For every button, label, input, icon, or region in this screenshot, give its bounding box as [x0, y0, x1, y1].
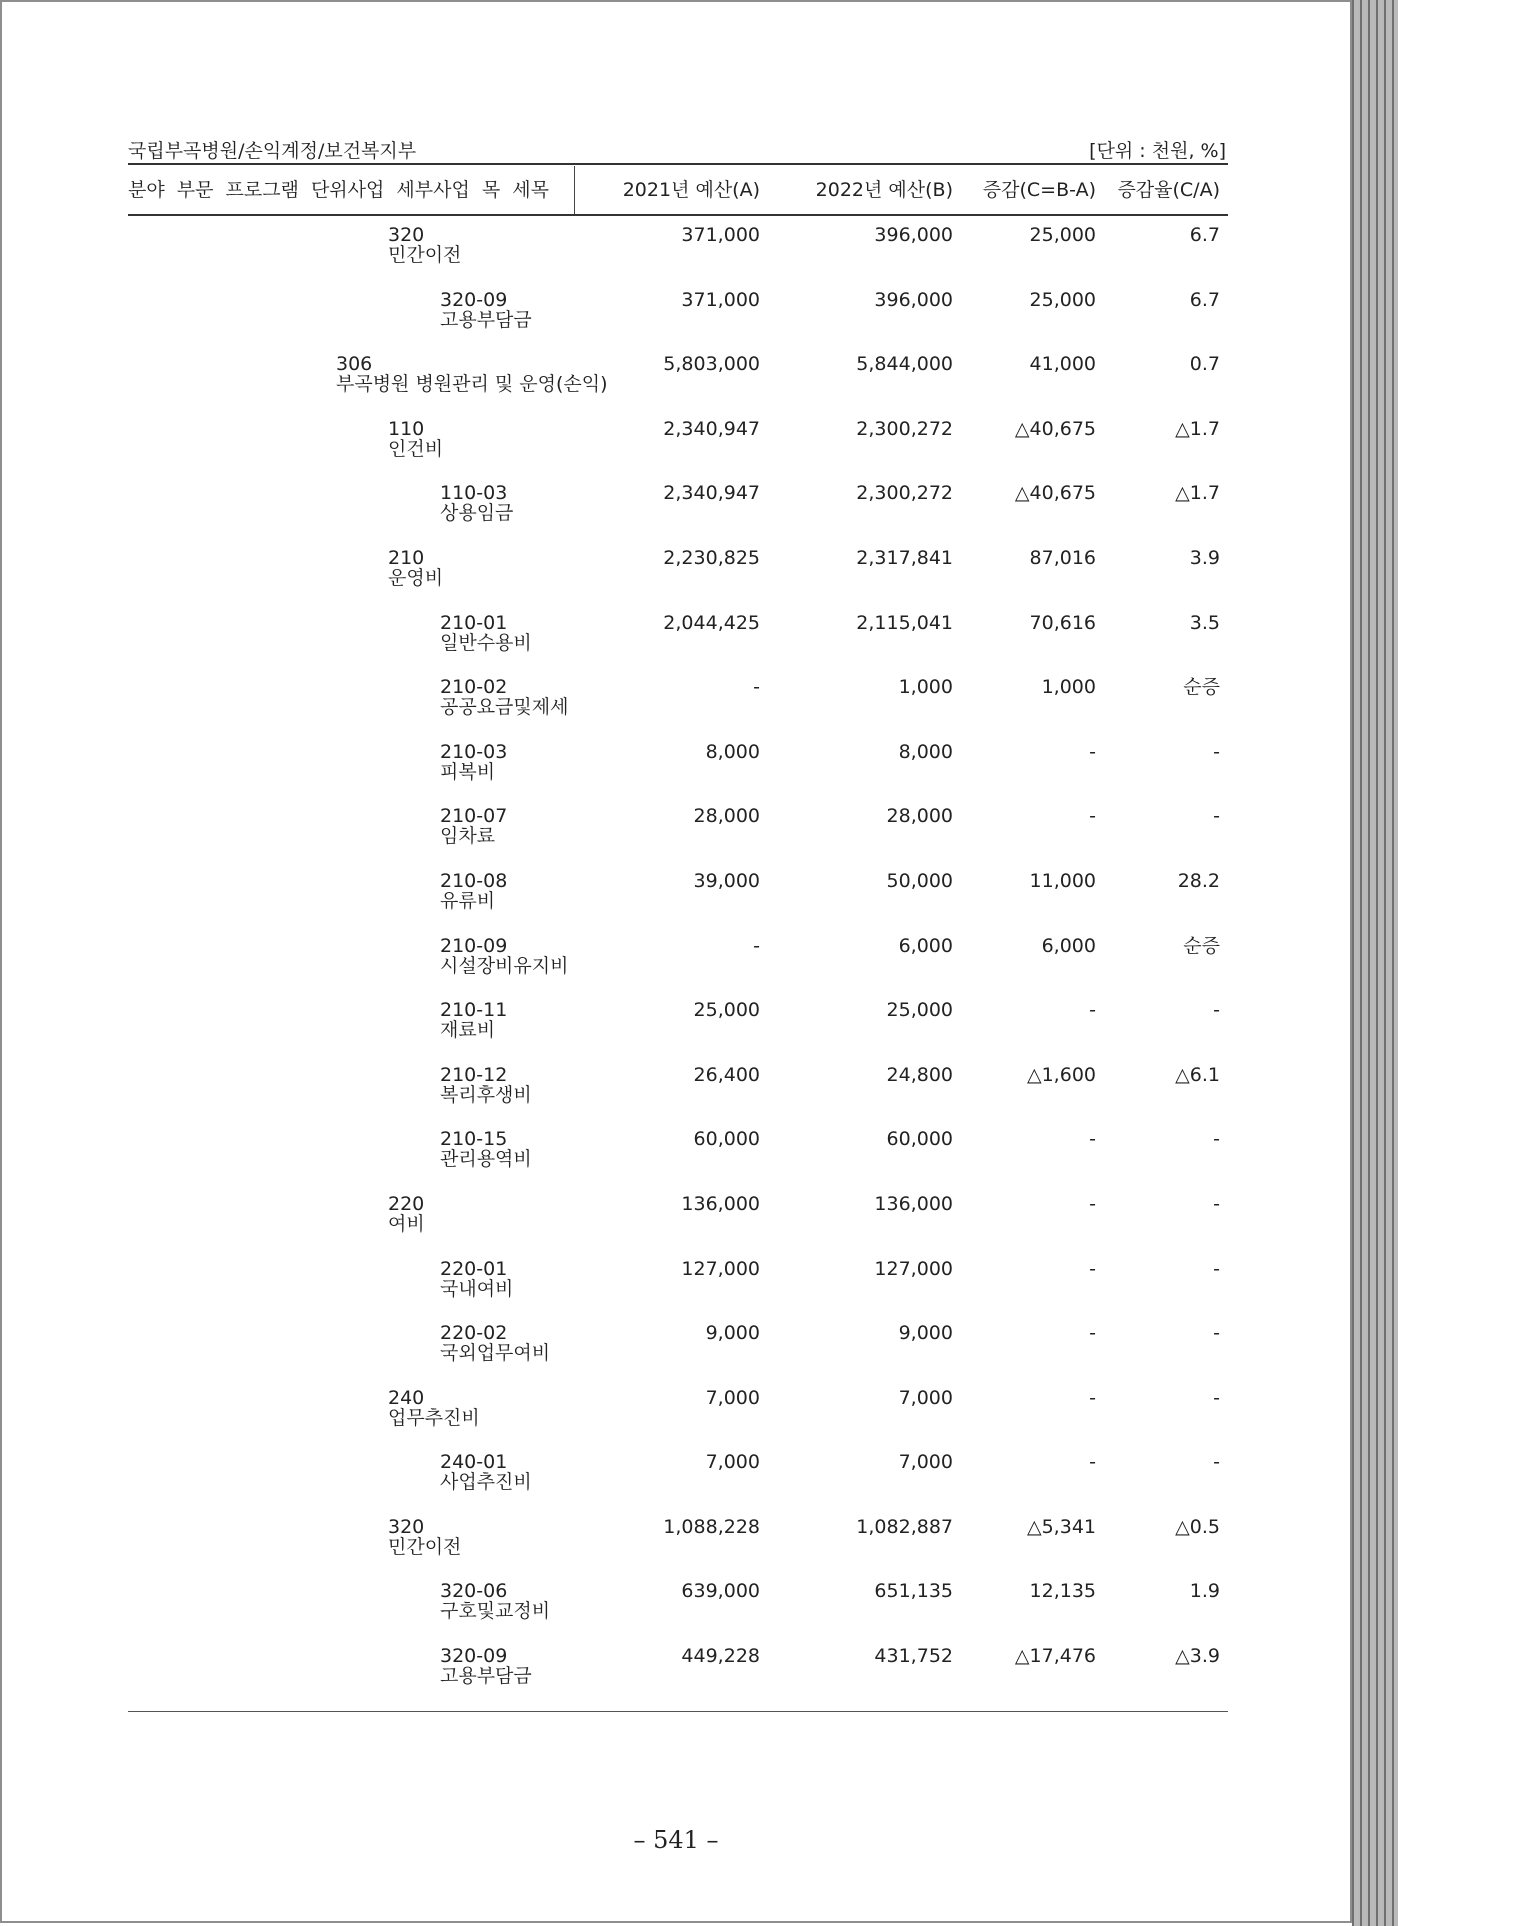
change-value: △5,341 [1026, 1515, 1096, 1538]
page-number: – 541 – [633, 1826, 719, 1854]
row-item-name [440, 483, 513, 523]
rate-value: - [1213, 1386, 1220, 1409]
budget-2021-value: 7,000 [705, 1451, 760, 1474]
change-value: △40,675 [1014, 417, 1096, 440]
budget-2021-value: 7,000 [705, 1386, 760, 1409]
table-row [128, 603, 1228, 668]
row-item-name [440, 1129, 532, 1169]
item-label: 민간이전 [388, 244, 462, 266]
rate-value: 순증 [1183, 676, 1220, 699]
budget-2022-value: 2,317,841 [856, 546, 953, 569]
rate-value: - [1213, 1128, 1220, 1151]
rate-value: 28.2 [1177, 869, 1220, 892]
item-label: 임차료 [440, 825, 496, 848]
column-header-change: 증감(C=B-A) [982, 179, 1096, 201]
budget-2021-value: 39,000 [693, 869, 760, 892]
item-code: 210-12 [440, 1063, 508, 1086]
rate-value: - [1213, 1322, 1220, 1345]
table-row [128, 1184, 1228, 1249]
item-code: 110 [388, 417, 425, 440]
budget-2021-value: 28,000 [693, 805, 760, 828]
change-value: 70,616 [1029, 611, 1096, 634]
budget-2022-value: 7,000 [898, 1451, 953, 1474]
rate-value: 3.5 [1189, 611, 1220, 634]
item-label: 고용부담금 [440, 308, 532, 331]
table-header-line [128, 132, 1228, 162]
row-item-name [440, 1000, 507, 1040]
row-item-name [440, 1323, 550, 1363]
budget-2022-value: 651,135 [874, 1580, 953, 1603]
item-code: 210-09 [440, 934, 508, 957]
item-label: 공공요금및제세 [440, 696, 569, 719]
row-item-name [440, 742, 507, 782]
column-header [128, 166, 1228, 214]
item-code: 210-01 [440, 611, 508, 634]
item-code: 306 [336, 353, 373, 376]
budget-2022-value: 136,000 [874, 1192, 953, 1215]
table-row [128, 538, 1228, 603]
item-label: 운영비 [388, 566, 444, 589]
row-item-name [440, 1646, 532, 1686]
budget-2022-value: 24,800 [886, 1063, 953, 1086]
row-item-name [440, 1065, 532, 1105]
budget-2021-value: 2,340,947 [663, 417, 760, 440]
table-row [128, 1442, 1228, 1507]
rate-value: △6.1 [1175, 1063, 1220, 1086]
budget-2022-value: 431,752 [874, 1645, 953, 1668]
rate-value: 3.9 [1189, 546, 1220, 569]
row-item-name [440, 1581, 550, 1621]
budget-2022-value: 396,000 [874, 288, 953, 311]
rate-value: - [1213, 805, 1220, 828]
page-edge [1360, 0, 1368, 1926]
budget-2021-value: 9,000 [705, 1322, 760, 1345]
breadcrumb: 국립부곡병원/손익계정/보건복지부 [128, 140, 417, 162]
budget-2022-value: 2,300,272 [856, 482, 953, 505]
row-item-name [388, 548, 443, 588]
change-value: △40,675 [1014, 482, 1096, 505]
budget-2021-value: 136,000 [681, 1192, 760, 1215]
change-value: 25,000 [1029, 224, 1096, 246]
item-label: 복리후생비 [440, 1083, 532, 1106]
row-item-name [440, 677, 568, 717]
table-row [128, 473, 1228, 538]
budget-2022-value: 7,000 [898, 1386, 953, 1409]
budget-2021-value: 371,000 [681, 224, 760, 246]
table-row [128, 1571, 1228, 1636]
item-label: 구호및교정비 [440, 1600, 551, 1623]
budget-2022-value: 60,000 [886, 1128, 953, 1151]
top-rule [128, 163, 1228, 165]
change-value: - [1089, 1128, 1096, 1151]
table-row [128, 280, 1228, 345]
budget-2022-value: 28,000 [886, 805, 953, 828]
item-label: 고용부담금 [440, 1665, 532, 1688]
budget-2022-value: 1,000 [898, 676, 953, 699]
page-edge [1352, 0, 1360, 1926]
rate-value: △0.5 [1175, 1515, 1220, 1538]
table-row [128, 732, 1228, 797]
item-code: 210 [388, 546, 425, 569]
table-row [128, 1249, 1228, 1314]
change-value: 25,000 [1029, 288, 1096, 311]
item-code: 210-03 [440, 740, 508, 763]
row-item-name [440, 290, 532, 330]
table-row [128, 1636, 1228, 1701]
item-label: 유류비 [440, 889, 496, 912]
page-edge [1384, 0, 1392, 1926]
budget-table-body [128, 215, 1228, 1701]
change-value: △17,476 [1014, 1645, 1096, 1668]
change-value: 11,000 [1029, 869, 1096, 892]
budget-2021-value: 449,228 [681, 1645, 760, 1668]
budget-2021-value: - [753, 934, 760, 957]
column-header-2021: 2021년 예산(A) [622, 179, 760, 201]
item-label: 국내여비 [440, 1277, 514, 1300]
change-value: 12,135 [1029, 1580, 1096, 1603]
rate-value: △1.7 [1175, 482, 1220, 505]
row-item-name [440, 871, 507, 911]
page-edge [1376, 0, 1384, 1926]
page-stack-edge [1352, 0, 1407, 1926]
item-label: 관리용역비 [440, 1148, 532, 1171]
row-item-name [440, 1452, 532, 1492]
table-row [128, 926, 1228, 991]
change-value: △1,600 [1026, 1063, 1096, 1086]
change-value: - [1089, 1322, 1096, 1345]
item-code: 320 [388, 1515, 425, 1538]
change-value: 1,000 [1041, 676, 1096, 699]
rate-value: - [1213, 1451, 1220, 1474]
row-item-name [388, 1517, 461, 1557]
column-header-2022: 2022년 예산(B) [815, 179, 953, 201]
table-row [128, 861, 1228, 926]
row-item-name [388, 1388, 480, 1428]
budget-2021-value: - [753, 676, 760, 699]
item-label: 업무추진비 [388, 1406, 480, 1429]
item-code: 220-02 [440, 1322, 508, 1345]
row-item-name [388, 1194, 425, 1234]
row-item-name [440, 936, 568, 976]
rate-value: 0.7 [1189, 353, 1220, 376]
item-code: 220-01 [440, 1257, 508, 1280]
table-row [128, 1313, 1228, 1378]
unit-label: [단위 : 천원, %] [1089, 140, 1226, 162]
budget-2021-value: 5,803,000 [663, 353, 760, 376]
column-header-hierarchy: 분야 부문 프로그램 단위사업 세부사업 목 세목 [128, 166, 575, 214]
budget-2022-value: 2,115,041 [856, 611, 953, 634]
budget-2022-value: 1,082,887 [856, 1515, 953, 1538]
table-row [128, 796, 1228, 861]
budget-2022-value: 5,844,000 [856, 353, 953, 376]
budget-2021-value: 371,000 [681, 288, 760, 311]
rate-value: 1.9 [1189, 1580, 1220, 1603]
change-value: - [1089, 999, 1096, 1022]
budget-2022-value: 6,000 [898, 934, 953, 957]
item-code: 210-15 [440, 1128, 508, 1151]
item-label: 피복비 [440, 760, 496, 783]
bottom-rule [128, 1711, 1228, 1712]
budget-2021-value: 2,044,425 [663, 611, 760, 634]
change-value: 6,000 [1041, 934, 1096, 957]
item-code: 240 [388, 1386, 425, 1409]
change-value: 87,016 [1029, 546, 1096, 569]
item-label: 인건비 [388, 437, 444, 460]
item-code: 240-01 [440, 1451, 508, 1474]
rate-value: △3.9 [1175, 1645, 1220, 1668]
item-label: 부곡병원 병원관리 및 운영(손익) [336, 373, 608, 396]
row-item-name [440, 613, 532, 653]
change-value: - [1089, 740, 1096, 763]
table-row [128, 1378, 1228, 1443]
rate-value: △1.7 [1175, 417, 1220, 440]
rate-value: - [1213, 1257, 1220, 1280]
budget-2022-value: 127,000 [874, 1257, 953, 1280]
budget-2022-value: 50,000 [886, 869, 953, 892]
budget-2021-value: 1,088,228 [663, 1515, 760, 1538]
rate-value: 6.7 [1189, 288, 1220, 311]
change-value: - [1089, 805, 1096, 828]
change-value: - [1089, 1386, 1096, 1409]
table-row [128, 1507, 1228, 1572]
page-edge [1392, 0, 1398, 1926]
change-value: 41,000 [1029, 353, 1096, 376]
budget-2021-value: 2,340,947 [663, 482, 760, 505]
budget-2022-value: 9,000 [898, 1322, 953, 1345]
row-item-name [440, 806, 507, 846]
item-code: 210-02 [440, 676, 508, 699]
item-code: 110-03 [440, 482, 508, 505]
budget-2021-value: 60,000 [693, 1128, 760, 1151]
item-code: 220 [388, 1192, 425, 1215]
rate-value: 순증 [1183, 934, 1220, 957]
item-code: 320-09 [440, 1645, 508, 1668]
budget-2021-value: 25,000 [693, 999, 760, 1022]
item-code: 210-07 [440, 805, 508, 828]
table-row [128, 215, 1228, 280]
rate-value: - [1213, 740, 1220, 763]
item-code: 320-06 [440, 1580, 508, 1603]
table-row [128, 344, 1228, 409]
item-label: 상용임금 [440, 502, 514, 525]
row-item-name [336, 354, 608, 394]
row-item-name [388, 419, 443, 459]
budget-2022-value: 396,000 [874, 224, 953, 246]
budget-2021-value: 127,000 [681, 1257, 760, 1280]
table-row [128, 667, 1228, 732]
rate-value: 6.7 [1189, 224, 1220, 246]
item-label: 시설장비유지비 [440, 954, 569, 977]
column-header-rate: 증감율(C/A) [1117, 179, 1220, 201]
row-item-name [440, 1259, 513, 1299]
budget-2021-value: 26,400 [693, 1063, 760, 1086]
item-label: 재료비 [440, 1019, 496, 1042]
item-code: 320 [388, 224, 425, 246]
item-code: 210-08 [440, 869, 508, 892]
budget-2021-value: 8,000 [705, 740, 760, 763]
page-edge [1368, 0, 1376, 1926]
table-row [128, 1119, 1228, 1184]
change-value: - [1089, 1451, 1096, 1474]
budget-2022-value: 8,000 [898, 740, 953, 763]
budget-2022-value: 25,000 [886, 999, 953, 1022]
budget-2022-value: 2,300,272 [856, 417, 953, 440]
budget-2021-value: 2,230,825 [663, 546, 760, 569]
table-row [128, 1055, 1228, 1120]
item-label: 여비 [388, 1212, 425, 1235]
budget-2021-value: 639,000 [681, 1580, 760, 1603]
change-value: - [1089, 1257, 1096, 1280]
item-code: 320-09 [440, 288, 508, 311]
item-label: 국외업무여비 [440, 1342, 551, 1365]
rate-value: - [1213, 1192, 1220, 1215]
table-row [128, 409, 1228, 474]
table-row [128, 990, 1228, 1055]
item-code: 210-11 [440, 999, 508, 1022]
rate-value: - [1213, 999, 1220, 1022]
item-label: 사업추진비 [440, 1471, 532, 1494]
item-label: 일반수용비 [440, 631, 532, 654]
row-item-name [388, 225, 461, 265]
item-label: 민간이전 [388, 1535, 462, 1558]
change-value: - [1089, 1192, 1096, 1215]
